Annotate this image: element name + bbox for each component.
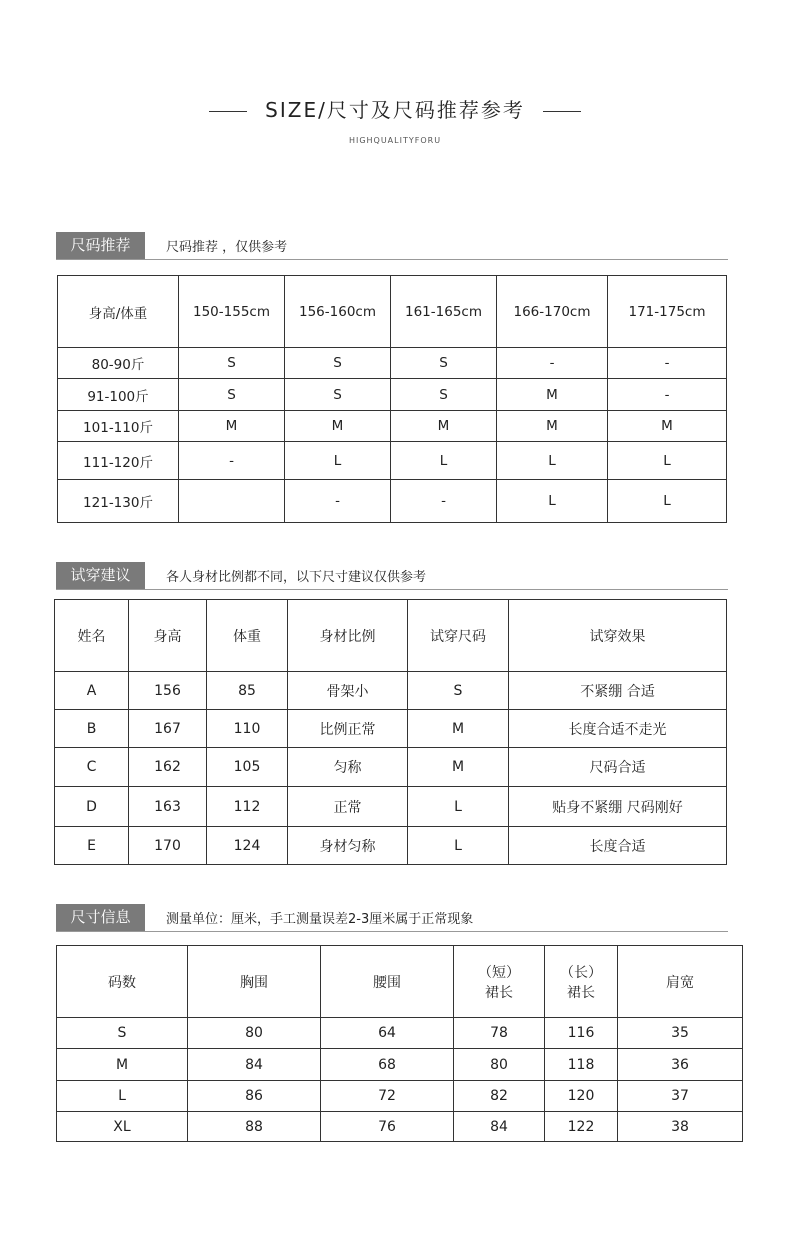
table-cell: 121-130斤 bbox=[58, 480, 179, 523]
table-cell: - bbox=[179, 442, 285, 480]
table-cell: 骨架小 bbox=[288, 672, 408, 710]
section-note: 各人身材比例都不同，以下尺寸建议仅供参考 bbox=[166, 570, 427, 585]
table-cell: 162 bbox=[129, 748, 207, 787]
table-cell: - bbox=[608, 379, 727, 411]
title-divider-left bbox=[209, 111, 247, 112]
table-cell: L bbox=[608, 442, 727, 480]
section-note: 测量单位：厘米，手工测量误差2-3厘米属于正常现象 bbox=[166, 912, 474, 927]
section-badge: 尺寸信息 bbox=[56, 904, 145, 931]
section-badge: 尺码推荐 bbox=[56, 232, 145, 259]
column-header: 胸围 bbox=[188, 946, 321, 1018]
table-cell: 尺码合适 bbox=[509, 748, 727, 787]
column-header: 身材比例 bbox=[288, 600, 408, 672]
table-cell: 85 bbox=[207, 672, 288, 710]
table-cell: 匀称 bbox=[288, 748, 408, 787]
section-badge: 试穿建议 bbox=[56, 562, 145, 589]
table-cell: 84 bbox=[188, 1049, 321, 1081]
table-cell: 78 bbox=[454, 1018, 545, 1049]
table-row bbox=[55, 748, 727, 787]
table-cell: - bbox=[285, 480, 391, 523]
table-cell: M bbox=[285, 411, 391, 442]
table-cell: M bbox=[497, 379, 608, 411]
column-header: 腰围 bbox=[321, 946, 454, 1018]
column-header: 161-165cm bbox=[391, 276, 497, 348]
table-cell: - bbox=[391, 480, 497, 523]
page-title bbox=[0, 94, 790, 123]
table-cell: S bbox=[391, 348, 497, 379]
table-cell: S bbox=[57, 1018, 188, 1049]
column-header: （短） 裙长 bbox=[454, 946, 545, 1018]
table-cell: S bbox=[391, 379, 497, 411]
table-cell: 比例正常 bbox=[288, 710, 408, 748]
table-cell: S bbox=[408, 672, 509, 710]
column-header: 试穿尺码 bbox=[408, 600, 509, 672]
column-header: 体重 bbox=[207, 600, 288, 672]
table-cell: 身材匀称 bbox=[288, 827, 408, 865]
table-cell: L bbox=[57, 1081, 188, 1112]
table-cell: S bbox=[285, 348, 391, 379]
table-cell: 64 bbox=[321, 1018, 454, 1049]
table-cell: 84 bbox=[454, 1112, 545, 1142]
table-cell: L bbox=[285, 442, 391, 480]
table-cell: A bbox=[55, 672, 129, 710]
header-row bbox=[55, 600, 727, 672]
table-row bbox=[58, 411, 727, 442]
table-cell: M bbox=[391, 411, 497, 442]
table-row bbox=[55, 787, 727, 827]
section-header-size-info bbox=[56, 904, 728, 932]
table-cell: S bbox=[179, 379, 285, 411]
table-cell: L bbox=[408, 827, 509, 865]
table-cell: S bbox=[179, 348, 285, 379]
table-cell: L bbox=[497, 480, 608, 523]
column-header: 150-155cm bbox=[179, 276, 285, 348]
title-text: SIZE/尺寸及尺码推荐参考 bbox=[265, 98, 525, 122]
table-cell: 37 bbox=[618, 1081, 743, 1112]
table-cell: B bbox=[55, 710, 129, 748]
size-recommend-table bbox=[57, 275, 727, 523]
table-cell: L bbox=[391, 442, 497, 480]
table-cell: C bbox=[55, 748, 129, 787]
table-cell bbox=[179, 480, 285, 523]
table-cell: 167 bbox=[129, 710, 207, 748]
column-header: 姓名 bbox=[55, 600, 129, 672]
table-cell: S bbox=[285, 379, 391, 411]
table-cell: 贴身不紧绷 尺码刚好 bbox=[509, 787, 727, 827]
table-cell: 118 bbox=[545, 1049, 618, 1081]
column-header: 156-160cm bbox=[285, 276, 391, 348]
table-row bbox=[58, 480, 727, 523]
table-cell: 72 bbox=[321, 1081, 454, 1112]
column-header: 码数 bbox=[57, 946, 188, 1018]
table-cell: 不紧绷 合适 bbox=[509, 672, 727, 710]
table-cell: 82 bbox=[454, 1081, 545, 1112]
column-header: 肩宽 bbox=[618, 946, 743, 1018]
table-cell: M bbox=[608, 411, 727, 442]
table-cell: 35 bbox=[618, 1018, 743, 1049]
table-cell: 68 bbox=[321, 1049, 454, 1081]
table-cell: L bbox=[497, 442, 608, 480]
table-cell: 80 bbox=[454, 1049, 545, 1081]
table-cell: - bbox=[608, 348, 727, 379]
header-row bbox=[58, 276, 727, 348]
table-cell: 112 bbox=[207, 787, 288, 827]
table-cell: D bbox=[55, 787, 129, 827]
table-cell: 80-90斤 bbox=[58, 348, 179, 379]
table-cell: 110 bbox=[207, 710, 288, 748]
column-header: 171-175cm bbox=[608, 276, 727, 348]
table-cell: XL bbox=[57, 1112, 188, 1142]
table-cell: - bbox=[497, 348, 608, 379]
table-cell: 长度合适不走光 bbox=[509, 710, 727, 748]
table-cell: E bbox=[55, 827, 129, 865]
table-cell: 正常 bbox=[288, 787, 408, 827]
table-row bbox=[57, 1049, 743, 1081]
table-cell: 36 bbox=[618, 1049, 743, 1081]
table-cell: 80 bbox=[188, 1018, 321, 1049]
table-cell: 长度合适 bbox=[509, 827, 727, 865]
table-cell: 116 bbox=[545, 1018, 618, 1049]
table-row bbox=[57, 1081, 743, 1112]
table-cell: M bbox=[57, 1049, 188, 1081]
table-cell: M bbox=[408, 710, 509, 748]
table-row bbox=[55, 827, 727, 865]
table-cell: L bbox=[608, 480, 727, 523]
table-cell: L bbox=[408, 787, 509, 827]
size-info-table bbox=[56, 945, 743, 1142]
table-cell: 38 bbox=[618, 1112, 743, 1142]
table-cell: 111-120斤 bbox=[58, 442, 179, 480]
table-cell: 156 bbox=[129, 672, 207, 710]
table-row bbox=[57, 1018, 743, 1049]
table-cell: 124 bbox=[207, 827, 288, 865]
column-header: （长） 裙长 bbox=[545, 946, 618, 1018]
table-cell: 91-100斤 bbox=[58, 379, 179, 411]
table-row bbox=[58, 379, 727, 411]
tryon-table bbox=[54, 599, 727, 865]
table-row bbox=[55, 710, 727, 748]
column-header: 身高 bbox=[129, 600, 207, 672]
title-divider-right bbox=[543, 111, 581, 112]
table-cell: M bbox=[179, 411, 285, 442]
table-row bbox=[58, 348, 727, 379]
table-cell: 163 bbox=[129, 787, 207, 827]
section-note: 尺码推荐 ，仅供参考 bbox=[166, 240, 288, 255]
table-cell: 76 bbox=[321, 1112, 454, 1142]
section-header-recommend bbox=[56, 232, 728, 260]
table-cell: 88 bbox=[188, 1112, 321, 1142]
column-header: 试穿效果 bbox=[509, 600, 727, 672]
table-cell: M bbox=[497, 411, 608, 442]
column-header: 身高/体重 bbox=[58, 276, 179, 348]
table-cell: M bbox=[408, 748, 509, 787]
table-cell: 120 bbox=[545, 1081, 618, 1112]
header-row bbox=[57, 946, 743, 1018]
table-cell: 105 bbox=[207, 748, 288, 787]
section-header-tryon bbox=[56, 562, 728, 590]
table-cell: 122 bbox=[545, 1112, 618, 1142]
table-cell: 170 bbox=[129, 827, 207, 865]
table-row bbox=[55, 672, 727, 710]
table-cell: 101-110斤 bbox=[58, 411, 179, 442]
column-header: 166-170cm bbox=[497, 276, 608, 348]
table-cell: 86 bbox=[188, 1081, 321, 1112]
table-row bbox=[57, 1112, 743, 1142]
page-subtitle: HIGHQUALITYFORU bbox=[348, 136, 442, 145]
table-row bbox=[58, 442, 727, 480]
